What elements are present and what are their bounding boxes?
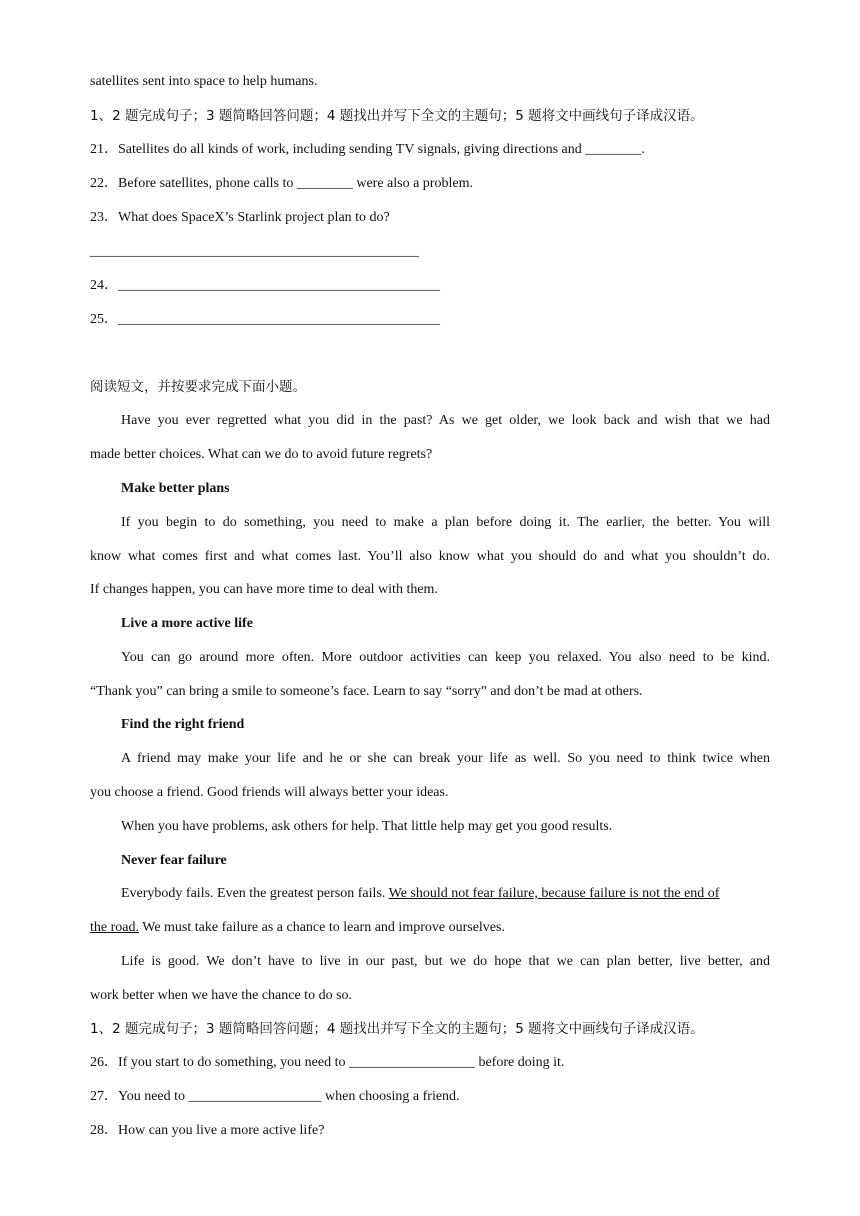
paragraph-1-line-1: Have you ever regretted what you did in the past? As we get older, we look back and wish that we had (121, 413, 770, 428)
question-27: 27．You need to ___________________ when choosing a friend. (90, 1089, 460, 1104)
paragraph-7-line-2: work better when we have the chance to do so. (90, 988, 353, 1003)
paragraph-2-line-3: If changes happen, you can have more time to deal with them. (90, 582, 438, 597)
question-24: 24．______________________________________________ (90, 278, 440, 293)
paragraph-6-line-1 (90, 884, 770, 904)
paragraph-3-line-1: You can go around more often. More outdoor activities can keep you relaxed. You also need to be kind. (121, 650, 770, 665)
instructions-1: 1、2 题完成句子；3 题简略回答问题；4 题找出并写下全文的主题句；5 题将文中画线句子译成汉语。 (90, 108, 704, 124)
paragraph-6-line-2 (90, 918, 770, 938)
question-26: 26．If you start to do something, you need to __________________ before doing it. (90, 1055, 565, 1070)
paragraph-5: When you have problems, ask others for help. That little help may get you good results. (121, 819, 613, 834)
heading-never-fear-failure: Never fear failure (121, 853, 227, 868)
section-intro: 阅读短文，并按要求完成下面小题。 (90, 379, 306, 395)
instructions-2: 1、2 题完成句子；3 题简略回答问题；4 题找出并写下全文的主题句；5 题将文中画线句子译成汉语。 (90, 1021, 704, 1037)
heading-make-better-plans: Make better plans (121, 481, 230, 496)
question-28: 28．How can you live a more active life? (90, 1123, 325, 1138)
heading-right-friend: Find the right friend (121, 717, 245, 732)
passage-tail: satellites sent into space to help humans. (90, 74, 318, 89)
question-23-answer-line: _______________________________________________ (90, 244, 419, 259)
paragraph-7-line-1: Life is good. We don’t have to live in our past, but we do hope that we can plan better, live better, and (121, 954, 770, 969)
underlined-sentence-part-2: the road. (90, 920, 139, 935)
heading-active-life: Live a more active life (121, 616, 253, 631)
paragraph-6-text: Everybody fails. Even the greatest person fails. (121, 886, 389, 901)
paragraph-3-line-2: “Thank you” can bring a smile to someone’s face. Learn to say “sorry” and don’t be mad at others. (90, 684, 643, 699)
paragraph-4-line-1: A friend may make your life and he or she can break your life as well. So you need to think twice when (121, 751, 770, 766)
paragraph-4-line-2: you choose a friend. Good friends will always better your ideas. (90, 785, 449, 800)
paragraph-2-line-2: know what comes first and what comes last. You’ll also know what you should do and what you shouldn’t do. (90, 549, 770, 564)
question-21: 21．Satellites do all kinds of work, including sending TV signals, giving directions and ________. (90, 142, 645, 157)
paragraph-6-text-end: We must take failure as a chance to learn and improve ourselves. (138, 920, 505, 935)
question-23: 23．What does SpaceX’s Starlink project plan to do? (90, 210, 390, 225)
question-25: 25．______________________________________________ (90, 312, 440, 327)
question-22: 22．Before satellites, phone calls to ________ were also a problem. (90, 176, 473, 191)
underlined-sentence-part-1: We should not fear failure, because failure is not the end of (388, 886, 720, 901)
paragraph-2-line-1: If you begin to do something, you need to make a plan before doing it. The earlier, the better. You will (121, 515, 770, 530)
paragraph-1-line-2: made better choices. What can we do to avoid future regrets? (90, 447, 433, 462)
